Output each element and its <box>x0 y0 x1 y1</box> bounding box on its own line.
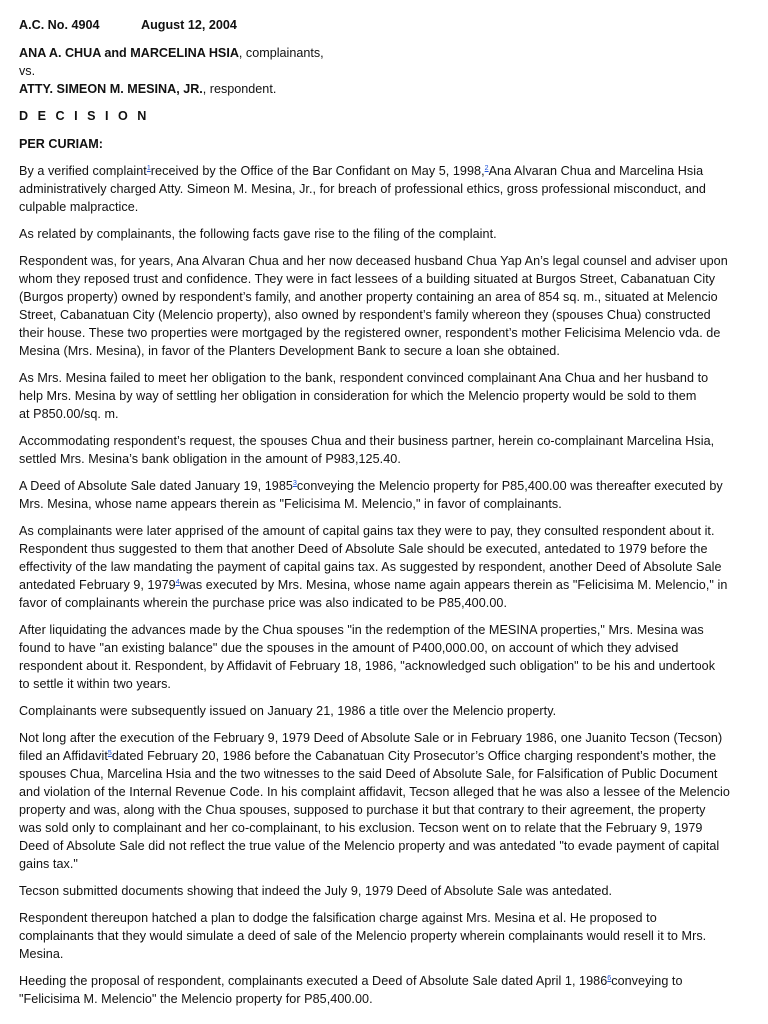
body-paragraph: By a verified complaint$^1$received by the Office of the Bar Confidant on May 5, 1998,$^2$Ana Alvaran Chua and Marcelina Hsia administratively charged Atty. Simeon M. Mesina, Jr., for breach of professional ethics, gross professional misconduct, and culpable malpractice. <box>19 164 706 214</box>
respondent-line <box>19 80 755 98</box>
body-paragraph: Complainants were subsequently issued on January 21, 1986 a title over the Melencio property. <box>19 704 557 718</box>
complainants-names: ANA A. CHUA and MARCELINA HSIA <box>19 46 239 60</box>
case-date: August 12, 2004 <box>141 18 237 32</box>
complainants-line <box>19 44 755 62</box>
complainants-suffix: , complainants, <box>238 46 324 60</box>
body-paragraph: As related by complainants, the following facts gave rise to the filing of the complaint. <box>19 227 497 241</box>
body-paragraph: Respondent thereupon hatched a plan to dodge the falsification charge against Mrs. Mesina et al. He proposed to complainants that they would simulate a deed of sale of the Melencio property wherein complainants would resell it to Mrs. Mesina. <box>19 911 707 961</box>
body-paragraph: Tecson submitted documents showing that indeed the July 9, 1979 Deed of Absolute Sale was antedated. <box>19 884 613 898</box>
footnote-link[interactable]: 6 <box>607 975 612 982</box>
body-paragraph: Heeding the proposal of respondent, complainants executed a Deed of Absolute Sale dated April 1, 1986$^6$conveying to "Felicisima M. Melencio" the Melencio property for P85,400.00. <box>19 974 683 1006</box>
decision-body <box>19 162 755 1008</box>
respondent-suffix: , respondent. <box>202 82 277 96</box>
body-paragraph: After liquidating the advances made by the Chua spouses "in the redemption of the MESINA properties," Mrs. Mesina was found to have "an existing balance" due the spouses in the amount of P400,000.00, on account of which they advised respondent about it. Respondent, by Affidavit of February 18, 1986, "acknowledged such obligation" to be his and undertook to settle it within two years. <box>19 623 716 691</box>
footnote-link[interactable]: 1 <box>146 165 151 172</box>
body-paragraph: As Mrs. Mesina failed to meet her obligation to the bank, respondent convinced complainant Ana Chua and her husband to help Mrs. Mesina by way of settling her obligation in consideration for which the Melencio property would be sold to them at P850.00/sq. m. <box>19 371 709 421</box>
case-number: A.C. No. 4904 <box>19 18 100 32</box>
footnote-link[interactable]: 5 <box>107 750 112 757</box>
respondent-name: ATTY. SIMEON M. MESINA, JR. <box>19 82 203 96</box>
footnote-link[interactable]: 2 <box>484 165 489 172</box>
footnote-link[interactable]: 4 <box>175 579 180 586</box>
case-header-line <box>19 16 755 34</box>
parties-block <box>19 44 755 98</box>
body-paragraph: A Deed of Absolute Sale dated January 19, 1985$^3$conveying the Melencio property for P85,400.00 was thereafter executed by Mrs. Mesina, whose name appears therein as "Felicisima M. Melencio," in favor of complainants. <box>19 479 723 511</box>
footnote-link[interactable]: 3 <box>292 480 297 487</box>
document-page <box>19 16 755 1008</box>
per-curiam-heading: PER CURIAM: <box>19 137 103 151</box>
decision-heading: D E C I S I O N <box>19 109 150 123</box>
body-paragraph: As complainants were later apprised of the amount of capital gains tax they were to pay, they consulted respondent about it. Respondent thus suggested to them that another Deed of Absolute Sale should be executed, antedated to 1979 before the effectivity of the law mandating the payment of capital gains tax. As suggested by respondent, another Deed of Absolute Sale antedated February 9, 1979$^4$was executed by Mrs. Mesina, whose name again appears therein as "Felicisima M. Melencio," in favor of complainants wherein the purchase price was also indicated to be P85,400.00. <box>19 524 728 610</box>
body-paragraph: Respondent was, for years, Ana Alvaran Chua and her now deceased husband Chua Yap An’s legal counsel and adviser upon whom they reposed trust and confidence. They were in fact lessees of a building situated at Burgos Street, Cabanatuan City (Burgos property) owned by respondent’s family, and another property containing an area of 854 sq. m., situated at Melencio Street, Cabanatuan City (Melencio property), also owned by respondent’s family whereon they (spouses Chua) constructed their house. These two properties were mortgaged by the registered owner, respondent’s mother Felicisima Melencio vda. de Mesina (Mrs. Mesina), in favor of the Planters Development Bank to secure a loan she obtained. <box>19 254 728 358</box>
body-paragraph: Not long after the execution of the February 9, 1979 Deed of Absolute Sale or in February 1986, one Juanito Tecson (Tecson) filed an Affidavit$^5$dated February 20, 1986 before the Cabanatuan City Prosecutor’s Office charging respondent’s mother, the spouses Chua, Marcelina Hsia and the two witnesses to the said Deed of Absolute Sale, for Falsification of Public Document and violation of the Internal Revenue Code. In his complaint affidavit, Tecson alleged that he was also a lessee of the Melencio property and was, along with the Chua spouses, supposed to purchase it but that contrary to their agreement, the property was sold only to complainant and her co-complainant, to his exclusion. Tecson went on to relate that the February 9, 1979 Deed of Absolute Sale did not reflect the true value of the Melencio property and was antedated "to evade payment of capital gains tax." <box>19 731 730 871</box>
versus-line: vs. <box>19 64 36 78</box>
body-paragraph: Accommodating respondent’s request, the spouses Chua and their business partner, herein co-complainant Marcelina Hsia, settled Mrs. Mesina’s bank obligation in the amount of P983,125.40. <box>19 434 715 466</box>
